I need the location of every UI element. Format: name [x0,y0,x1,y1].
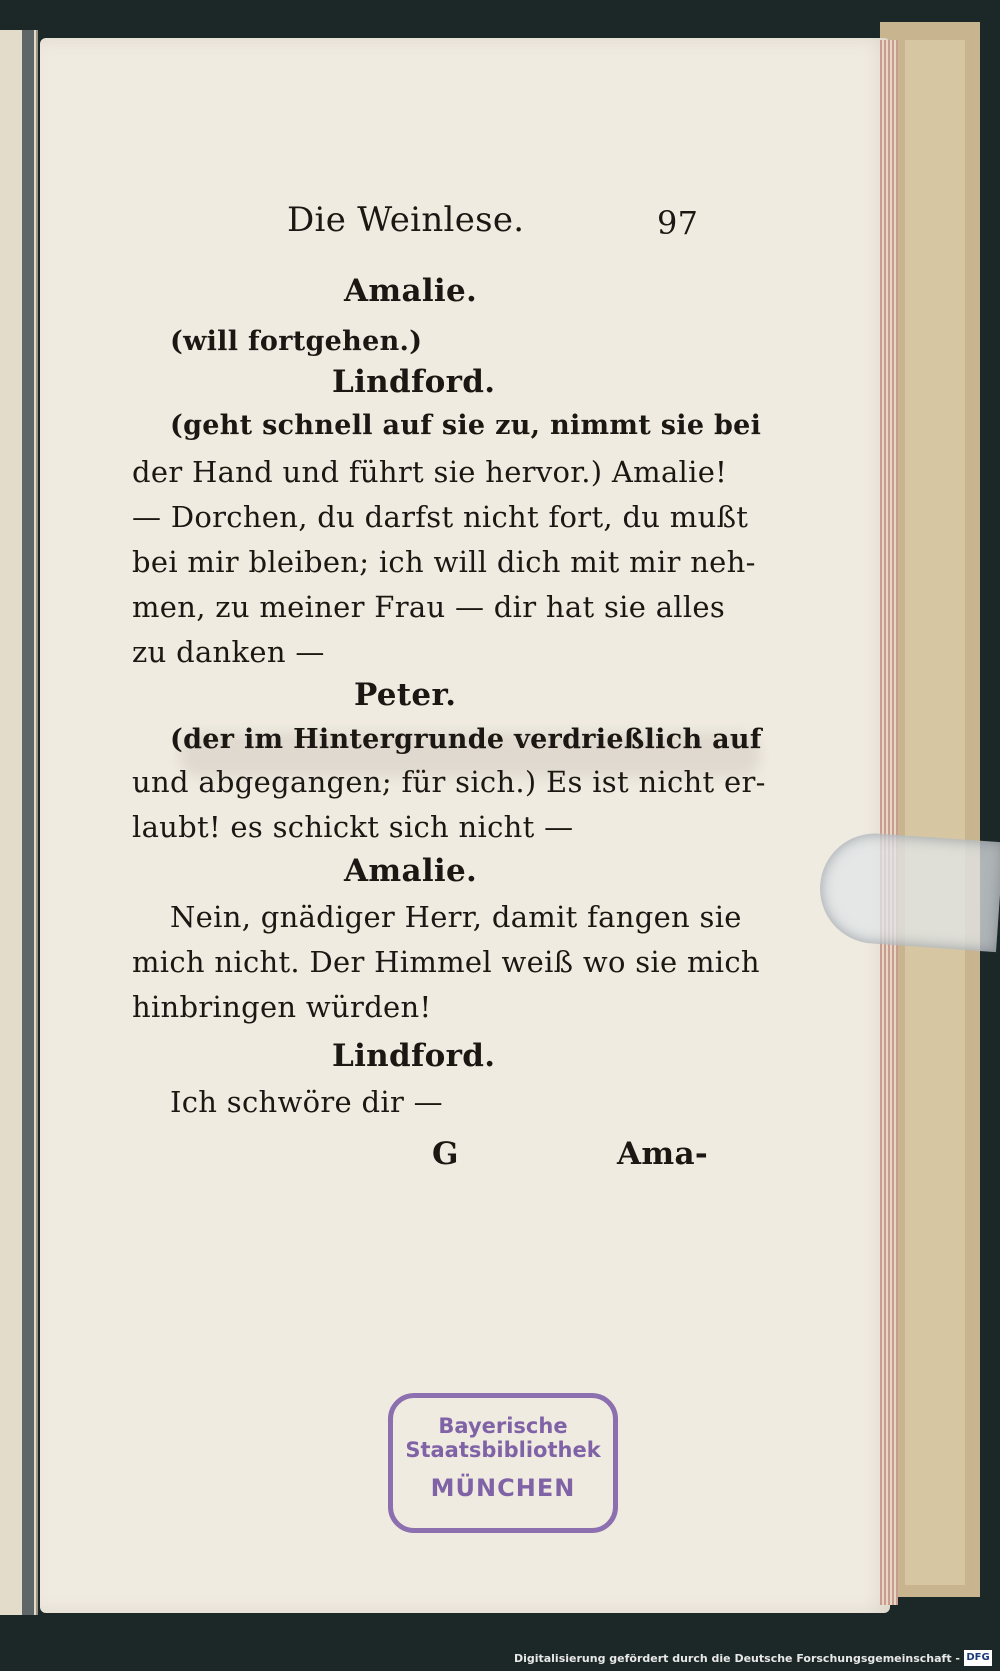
digitization-footer [0,1646,1000,1671]
page-number: 97 [657,204,699,242]
dfg-logo: DFG [964,1650,992,1666]
catchword: Ama- [617,1136,709,1172]
text-line: der Hand und führt sie hervor.) Amalie! [132,455,728,489]
speaker-amalie: Amalie. [344,273,478,309]
text-line: (geht schnell auf sie zu, nimmt sie bei [170,410,762,441]
signature-mark: G [432,1136,459,1172]
text-line: Ich schwöre dir — [170,1085,443,1119]
speaker-lindford: Lindford. [332,364,496,400]
library-stamp [388,1393,618,1533]
text-line: — Dorchen, du darfst nicht fort, du mußt [132,500,749,534]
speaker-amalie: Amalie. [344,853,478,889]
stamp-line-1: Bayerische [438,1414,568,1438]
page-edges [880,40,898,1605]
text-line: mich nicht. Der Himmel weiß wo sie mich [132,945,760,979]
speaker-lindford: Lindford. [332,1038,496,1074]
stage-direction: (will fortgehen.) [170,326,423,357]
book-board [905,40,965,1585]
stamp-line-3: MÜNCHEN [430,1474,576,1502]
footer-credit: Digitalisierung gefördert durch die Deutsche Forschungsgemeinschaft - [513,1652,960,1665]
speaker-peter: Peter. [354,677,457,713]
running-header: Die Weinlese. [287,200,525,240]
text-line: laubt! es schickt sich nicht — [132,810,574,844]
text-line: hinbringen würden! [132,990,432,1024]
glass-page-holder [816,830,1000,952]
text-line: bei mir bleiben; ich will dich mit mir neh- [132,545,756,579]
stage-direction: (der im Hintergrunde verdrießlich auf [170,724,762,755]
text-line: men, zu meiner Frau — dir hat sie alles [132,590,726,624]
left-page-binding [22,30,34,1615]
text-line: zu danken — [132,635,325,669]
text-line: und abgegangen; für sich.) Es ist nicht er- [132,765,766,799]
text-line: Nein, gnädiger Herr, damit fangen sie [170,900,742,934]
stamp-line-2: Staatsbibliothek [405,1438,601,1462]
